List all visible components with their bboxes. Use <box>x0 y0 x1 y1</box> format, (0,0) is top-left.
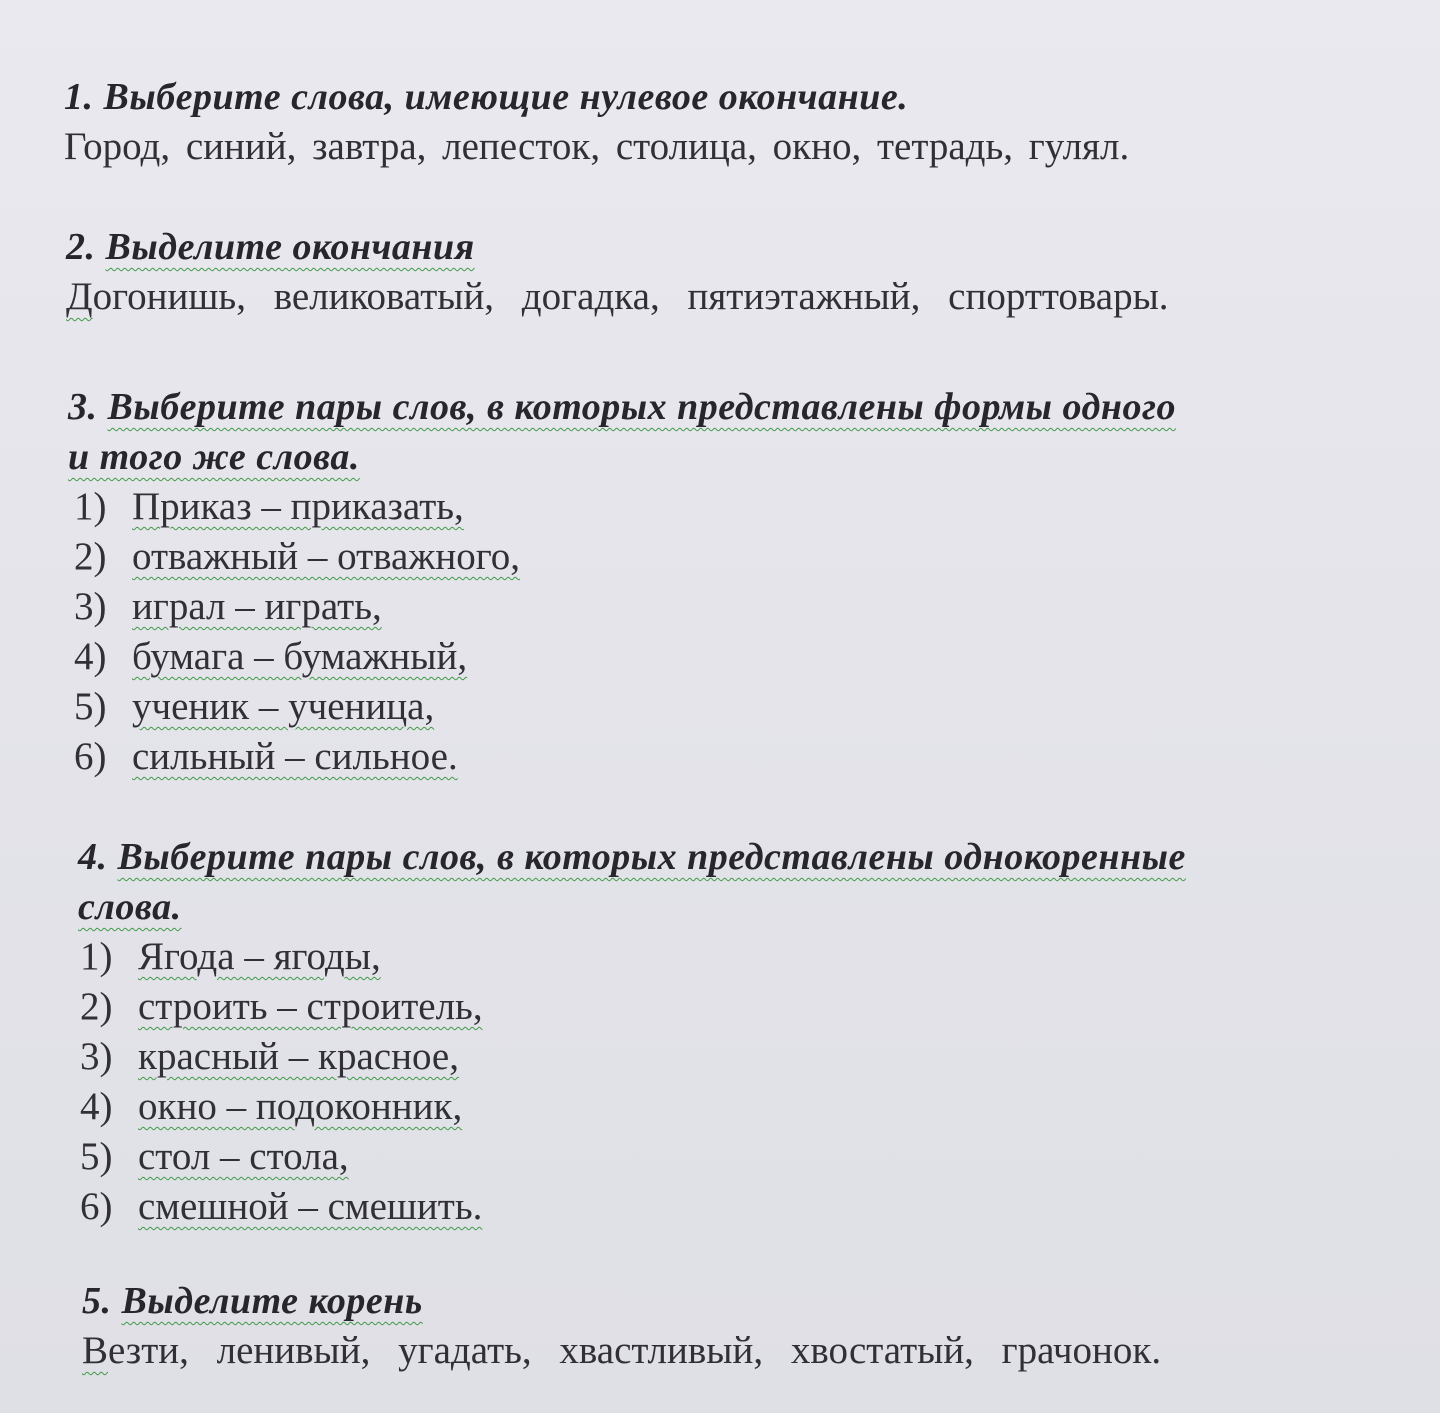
task-3-item-2 <box>74 532 1440 582</box>
item-number: 3) <box>74 585 107 628</box>
task-4-item-1 <box>80 932 1440 982</box>
task-5-heading <box>0 1276 1440 1326</box>
item-text: ученик – ученица, <box>132 685 435 728</box>
task-1 <box>0 72 1440 172</box>
task-2-words <box>0 272 1440 322</box>
item-number: 2) <box>80 985 113 1028</box>
task-1-title: Выберите слова, имеющие нулевое окончание. <box>103 76 909 118</box>
task-3-item-6 <box>74 732 1440 782</box>
task-4-item-5 <box>80 1132 1440 1182</box>
task-2-number: 2. <box>66 226 96 268</box>
task-4-title-line-1: Выберите пары слов, в которых представлены однокоренные <box>117 836 1186 878</box>
task-4-item-6 <box>80 1182 1440 1232</box>
task-2 <box>0 222 1440 322</box>
task-1-words-rest: ород, синий, завтра, лепесток, столица, окно, тетрадь, гулял. <box>83 125 1130 168</box>
task-1-words-first: Г <box>64 125 84 168</box>
item-text: Ягода – ягоды, <box>138 935 381 978</box>
task-3-heading-line-1 <box>0 382 1440 432</box>
task-1-heading <box>0 72 1440 122</box>
task-1-number: 1. <box>64 76 94 118</box>
task-1-words <box>0 122 1440 172</box>
item-text: строить – строитель, <box>138 985 483 1028</box>
task-3-item-3 <box>74 582 1440 632</box>
task-3-title-line-1: Выберите пары слов, в которых представлены формы одного <box>107 386 1176 428</box>
item-number: 1) <box>80 935 113 978</box>
task-3 <box>0 382 1440 782</box>
task-4-heading-line-2 <box>0 882 1440 932</box>
task-2-words-first: Д <box>66 275 93 318</box>
task-3-item-4 <box>74 632 1440 682</box>
task-4-item-4 <box>80 1082 1440 1132</box>
task-4-title-line-2: слова. <box>78 886 182 928</box>
task-4-item-3 <box>80 1032 1440 1082</box>
task-5 <box>0 1276 1440 1376</box>
task-3-number: 3. <box>68 386 98 428</box>
item-text: играл – играть, <box>132 585 382 628</box>
task-5-title: Выделите корень <box>121 1280 423 1322</box>
task-2-words-rest: огонишь, великоватый, догадка, пятиэтажный, спорттовары. <box>92 275 1169 318</box>
task-2-heading <box>0 222 1440 272</box>
task-5-words-first: В <box>82 1329 109 1372</box>
item-number: 5) <box>80 1135 113 1178</box>
item-number: 2) <box>74 535 107 578</box>
item-number: 1) <box>74 485 107 528</box>
task-4-list <box>0 932 1440 1232</box>
item-text: Приказ – приказать, <box>132 485 464 528</box>
item-text: смешной – смешить. <box>138 1185 483 1228</box>
task-4-heading-line-1 <box>0 832 1440 882</box>
item-number: 6) <box>80 1185 113 1228</box>
item-text: сильный – сильное. <box>132 735 458 778</box>
item-text: стол – стола, <box>138 1135 349 1178</box>
item-text: красный – красное, <box>138 1035 459 1078</box>
task-5-words-rest: езти, ленивый, угадать, хвастливый, хвостатый, грачонок. <box>108 1329 1162 1372</box>
task-3-heading-line-2 <box>0 432 1440 482</box>
task-4-number: 4. <box>78 836 108 878</box>
item-number: 5) <box>74 685 107 728</box>
item-number: 3) <box>80 1035 113 1078</box>
task-2-title: Выделите окончания <box>105 226 475 268</box>
task-4 <box>0 832 1440 1232</box>
task-5-words <box>0 1326 1440 1376</box>
item-text: бумага – бумажный, <box>132 635 468 678</box>
task-3-item-5 <box>74 682 1440 732</box>
item-number: 6) <box>74 735 107 778</box>
item-number: 4) <box>74 635 107 678</box>
task-4-item-2 <box>80 982 1440 1032</box>
task-3-list <box>0 482 1440 782</box>
task-5-number: 5. <box>82 1280 112 1322</box>
task-3-item-1 <box>74 482 1440 532</box>
task-3-title-line-2: и того же слова. <box>68 436 360 478</box>
item-number: 4) <box>80 1085 113 1128</box>
item-text: отважный – отважного, <box>132 535 520 578</box>
item-text: окно – подоконник, <box>138 1085 463 1128</box>
